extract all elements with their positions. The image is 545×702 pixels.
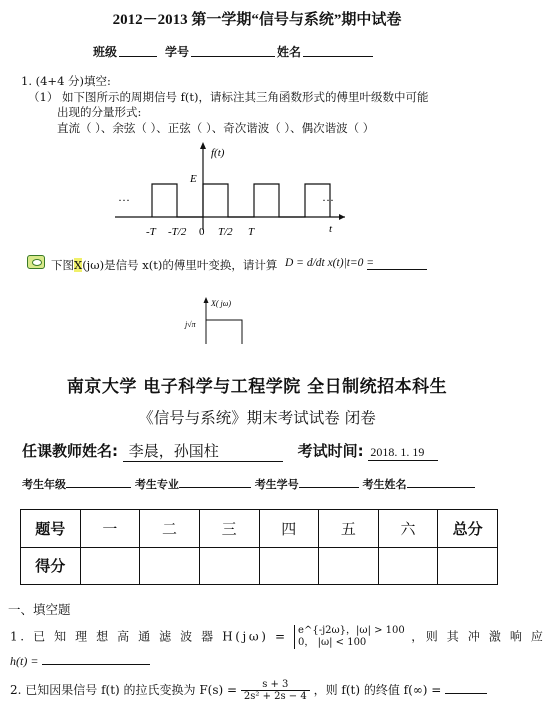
- y-axis-arrow: [200, 142, 206, 149]
- score-cell-q6: 六: [378, 510, 438, 548]
- id-field[interactable]: [191, 56, 275, 57]
- exam2-q1-answer-label: h(t) =: [10, 654, 39, 668]
- exam2-q2-line: [10, 679, 487, 702]
- fig1-ylabel: f(t): [211, 147, 225, 159]
- fig1-level: E: [190, 173, 197, 185]
- square-wave-figure: [110, 138, 350, 243]
- student-row: [22, 476, 475, 492]
- fig2-ylabel: X( jω): [211, 299, 232, 308]
- teacher-row: [22, 440, 438, 462]
- score-input-q6[interactable]: [378, 547, 438, 585]
- class-label: 班级: [93, 45, 118, 59]
- exam2-q1-answer-field[interactable]: [42, 664, 150, 665]
- time-label: 考试时间:: [297, 442, 364, 460]
- q1-part2-answer-field[interactable]: [367, 269, 427, 270]
- score-cell-q4: 四: [259, 510, 319, 548]
- exam2-q1-case2: 0， |ω| < 100: [298, 637, 367, 648]
- exam2-q2-tail: ，则 f(t) 的终值 f(∞) =: [313, 683, 442, 697]
- spectrum-figure: [180, 296, 260, 346]
- teacher-value: 李晨，孙国柱: [123, 440, 283, 462]
- name-label: 姓名: [277, 45, 302, 59]
- student-grade-label: 考生年级: [22, 478, 66, 491]
- q1-part2-prefix: 下图: [51, 258, 74, 272]
- student-id-label: 考生学号: [254, 478, 299, 491]
- exam2-q2-denominator: 2s² + 2s − 4: [243, 691, 307, 702]
- exam2-q2-text: 2. 已知因果信号 f(t) 的拉氏变换为 F(s) =: [10, 683, 238, 697]
- fig2-trace: [206, 320, 242, 344]
- exam2-q1-case1: e^{-j2ω}，|ω| > 100: [298, 625, 405, 636]
- id-label: 学号: [165, 45, 190, 59]
- score-cell-q5: 五: [319, 510, 379, 548]
- exam2-q2-fraction: [241, 679, 310, 702]
- exam2-q1-line: [10, 625, 545, 649]
- class-field[interactable]: [119, 56, 157, 57]
- student-grade-field[interactable]: [66, 487, 131, 488]
- score-input-q2[interactable]: [140, 547, 200, 585]
- fig1-dots-right: ···: [322, 193, 334, 207]
- score-input-total[interactable]: [438, 547, 498, 585]
- fig1-tick-1: -T/2: [168, 226, 187, 238]
- fig1-tick-0: -T: [146, 226, 156, 238]
- q1-part1-line2: 出现的分量形式:: [57, 105, 142, 119]
- exam2-course-title: 《信号与系统》期末考试试卷 闭卷: [138, 409, 376, 427]
- score-row-label: 得分: [21, 547, 81, 585]
- q1-part2-line: [51, 257, 277, 273]
- score-cell-q1: 一: [80, 510, 140, 548]
- section-title: 一、填空题: [8, 602, 71, 617]
- q1-part2-formula: D = d/dt x(t)|t=0 =: [285, 257, 375, 269]
- score-input-q5[interactable]: [319, 547, 379, 585]
- comment-note-icon[interactable]: [27, 255, 45, 269]
- square-wave-trace: [152, 184, 330, 217]
- fig1-tick-4: T: [248, 226, 255, 238]
- score-cell-total: 总分: [438, 510, 498, 548]
- exam2-q1-answer-row: [10, 654, 150, 669]
- q1-part1-line1: （1） 如下图所示的周期信号 f(t)，请标注其三角函数形式的傅里叶级数中可能: [28, 90, 429, 104]
- exam2-q2-numerator: s + 3: [241, 679, 310, 691]
- exam2-university: 南京大学 电子科学与工程学院 全日制统招本科生: [66, 377, 448, 397]
- student-id-field[interactable]: [299, 487, 359, 488]
- student-major-field[interactable]: [179, 487, 251, 488]
- exam2-q1-tail: ，则 其 冲 激 响 应: [411, 629, 545, 644]
- exam2-q2-answer-field[interactable]: [445, 693, 487, 694]
- exam2-q1-cases: [294, 625, 405, 649]
- fig2-level: j√π: [185, 320, 196, 329]
- score-cell-q2: 二: [140, 510, 200, 548]
- x-axis-arrow: [339, 214, 345, 220]
- q1-part1-line3: 直流（ ）、余弦（ ）、正弦（ ）、奇次谐波（ ）、偶次谐波（ ）: [57, 121, 375, 135]
- name-field[interactable]: [303, 56, 373, 57]
- highlighted-text[interactable]: X: [74, 258, 83, 272]
- score-table-score-row: [21, 547, 498, 585]
- fig1-dots-left: ···: [118, 193, 130, 207]
- score-table: [20, 509, 498, 585]
- score-cell-q3: 三: [199, 510, 259, 548]
- time-value: 2018. 1. 19: [368, 445, 438, 461]
- student-name-label: 考生姓名: [362, 478, 407, 491]
- score-table-header-row: [21, 510, 498, 548]
- exam1-title: 2012－2013 第一学期“信号与系统”期中试卷: [112, 12, 402, 28]
- q1-part2-text: (jω)是信号 x(t)的傅里叶变换，请计算: [82, 258, 278, 272]
- exam2-q1-text: 1. 已 知 理 想 高 通 滤 波 器 H(jω) =: [10, 629, 288, 644]
- fig1-tick-3: T/2: [218, 226, 233, 238]
- score-input-q3[interactable]: [199, 547, 259, 585]
- student-major-label: 考生专业: [134, 478, 179, 491]
- score-cell-label: 题号: [21, 510, 81, 548]
- fig2-y-axis-arrow: [204, 297, 209, 303]
- teacher-label: 任课教师姓名:: [22, 442, 118, 460]
- fig1-tick-2: 0: [199, 226, 205, 238]
- q1-header: 1. (4+4 分)填空:: [21, 74, 111, 88]
- student-name-field[interactable]: [407, 487, 475, 488]
- score-input-q4[interactable]: [259, 547, 319, 585]
- fig1-xvar: t: [329, 223, 333, 235]
- score-input-q1[interactable]: [80, 547, 140, 585]
